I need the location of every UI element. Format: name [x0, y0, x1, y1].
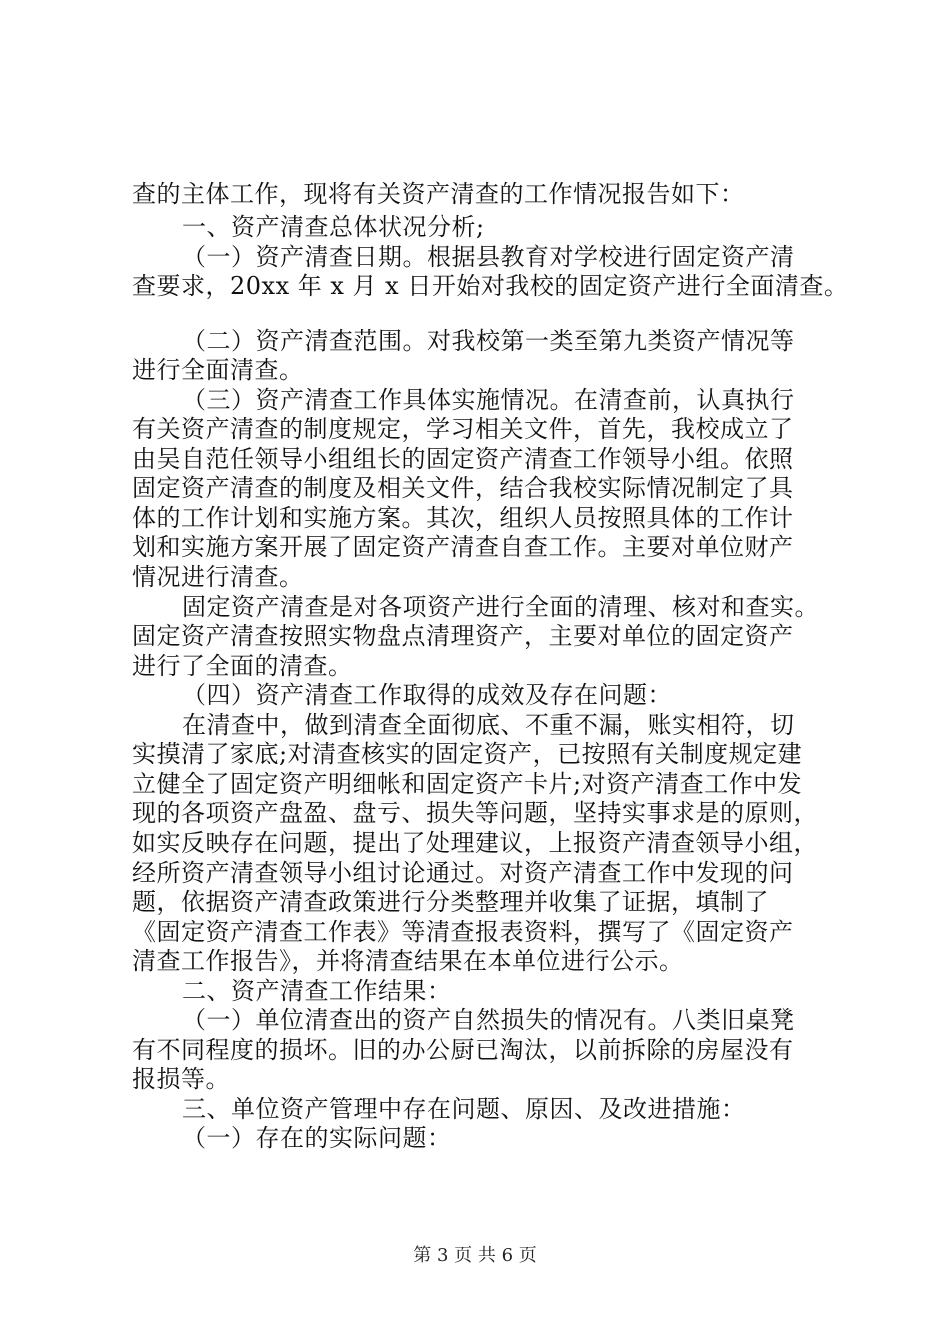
text-line: 现的各项资产盘盈、盘亏、损失等问题，坚持实事求是的原则， — [132, 799, 818, 827]
text-line: 体的工作计划和实施方案。其次，组织人员按照具体的工作计 — [132, 504, 794, 532]
text-line: 清查工作报告》，并将清查结果在本单位进行公示。 — [132, 947, 684, 975]
section-heading: 二、资产清查工作结果： — [182, 977, 452, 1005]
text-line: 《固定资产清查工作表》等清查报表资料，撰写了《固定资产 — [132, 918, 794, 946]
text-line: 进行全面清查。 — [132, 356, 304, 384]
text-line: 固定资产清查按照实物盘点清理资产，主要对单位的固定资产 — [132, 622, 794, 650]
page-number: 第 3 页 共 6 页 — [413, 1245, 537, 1266]
subsection-heading: （二）资产清查范围。对我校第一类至第九类资产情况等 — [182, 327, 795, 355]
text-line: 由吴自范任领导小组组长的固定资产清查工作领导小组。依照 — [132, 445, 794, 473]
text-line: 有关资产清查的制度规定，学习相关文件，首先，我校成立了 — [132, 415, 794, 443]
text-line: 进行了全面的清查。 — [132, 652, 353, 680]
paragraph-start: 固定资产清查是对各项资产进行全面的清理、核对和查实。 — [182, 593, 819, 621]
text-line: 如实反映存在问题，提出了处理建议，上报资产清查领导小组， — [132, 829, 818, 857]
text-line: 经所资产清查领导小组讨论通过。对资产清查工作中发现的问 — [132, 859, 794, 887]
text-line: 情况进行清查。 — [132, 563, 304, 591]
text-line: 划和实施方案开展了固定资产清查自查工作。主要对单位财产 — [132, 533, 794, 561]
subsection-heading: （三）资产清查工作具体实施情况。在清查前，认真执行 — [182, 386, 795, 414]
text-line: 查的主体工作，现将有关资产清查的工作情况报告如下： — [132, 180, 745, 208]
paragraph-start: 在清查中，做到清查全面彻底、不重不漏，账实相符，切 — [182, 711, 795, 739]
subsection-heading: （四）资产清查工作取得的成效及存在问题： — [182, 681, 672, 709]
section-heading: 一、资产清查总体状况分析; — [182, 213, 485, 241]
text-line: 立健全了固定资产明细帐和固定资产卡片;对资产清查工作中发 — [132, 770, 803, 798]
subsection-heading: （一）资产清查日期。根据县教育对学校进行固定资产清 — [182, 243, 795, 271]
subsection-heading: （一）存在的实际问题： — [182, 1124, 452, 1152]
subsection-heading: （一）单位清查出的资产自然损失的情况有。八类旧桌凳 — [182, 1006, 795, 1034]
text-line: 报损等。 — [132, 1065, 230, 1093]
text-line: 有不同程度的损坏。旧的办公厨已淘汰，以前拆除的房屋没有 — [132, 1036, 794, 1064]
text-line: 固定资产清查的制度及相关文件，结合我校实际情况制定了具 — [132, 474, 794, 502]
text-line: 查要求，20xx 年 x 月 x 日开始对我校的固定资产进行全面清查。 — [132, 272, 849, 300]
text-line: 实摸清了家底;对清查核实的固定资产，已按照有关制度规定建 — [132, 740, 803, 768]
text-line: 题，依据资产清查政策进行分类整理并收集了证据，填制了 — [132, 888, 769, 916]
section-heading: 三、单位资产管理中存在问题、原因、及改进措施： — [182, 1095, 746, 1123]
